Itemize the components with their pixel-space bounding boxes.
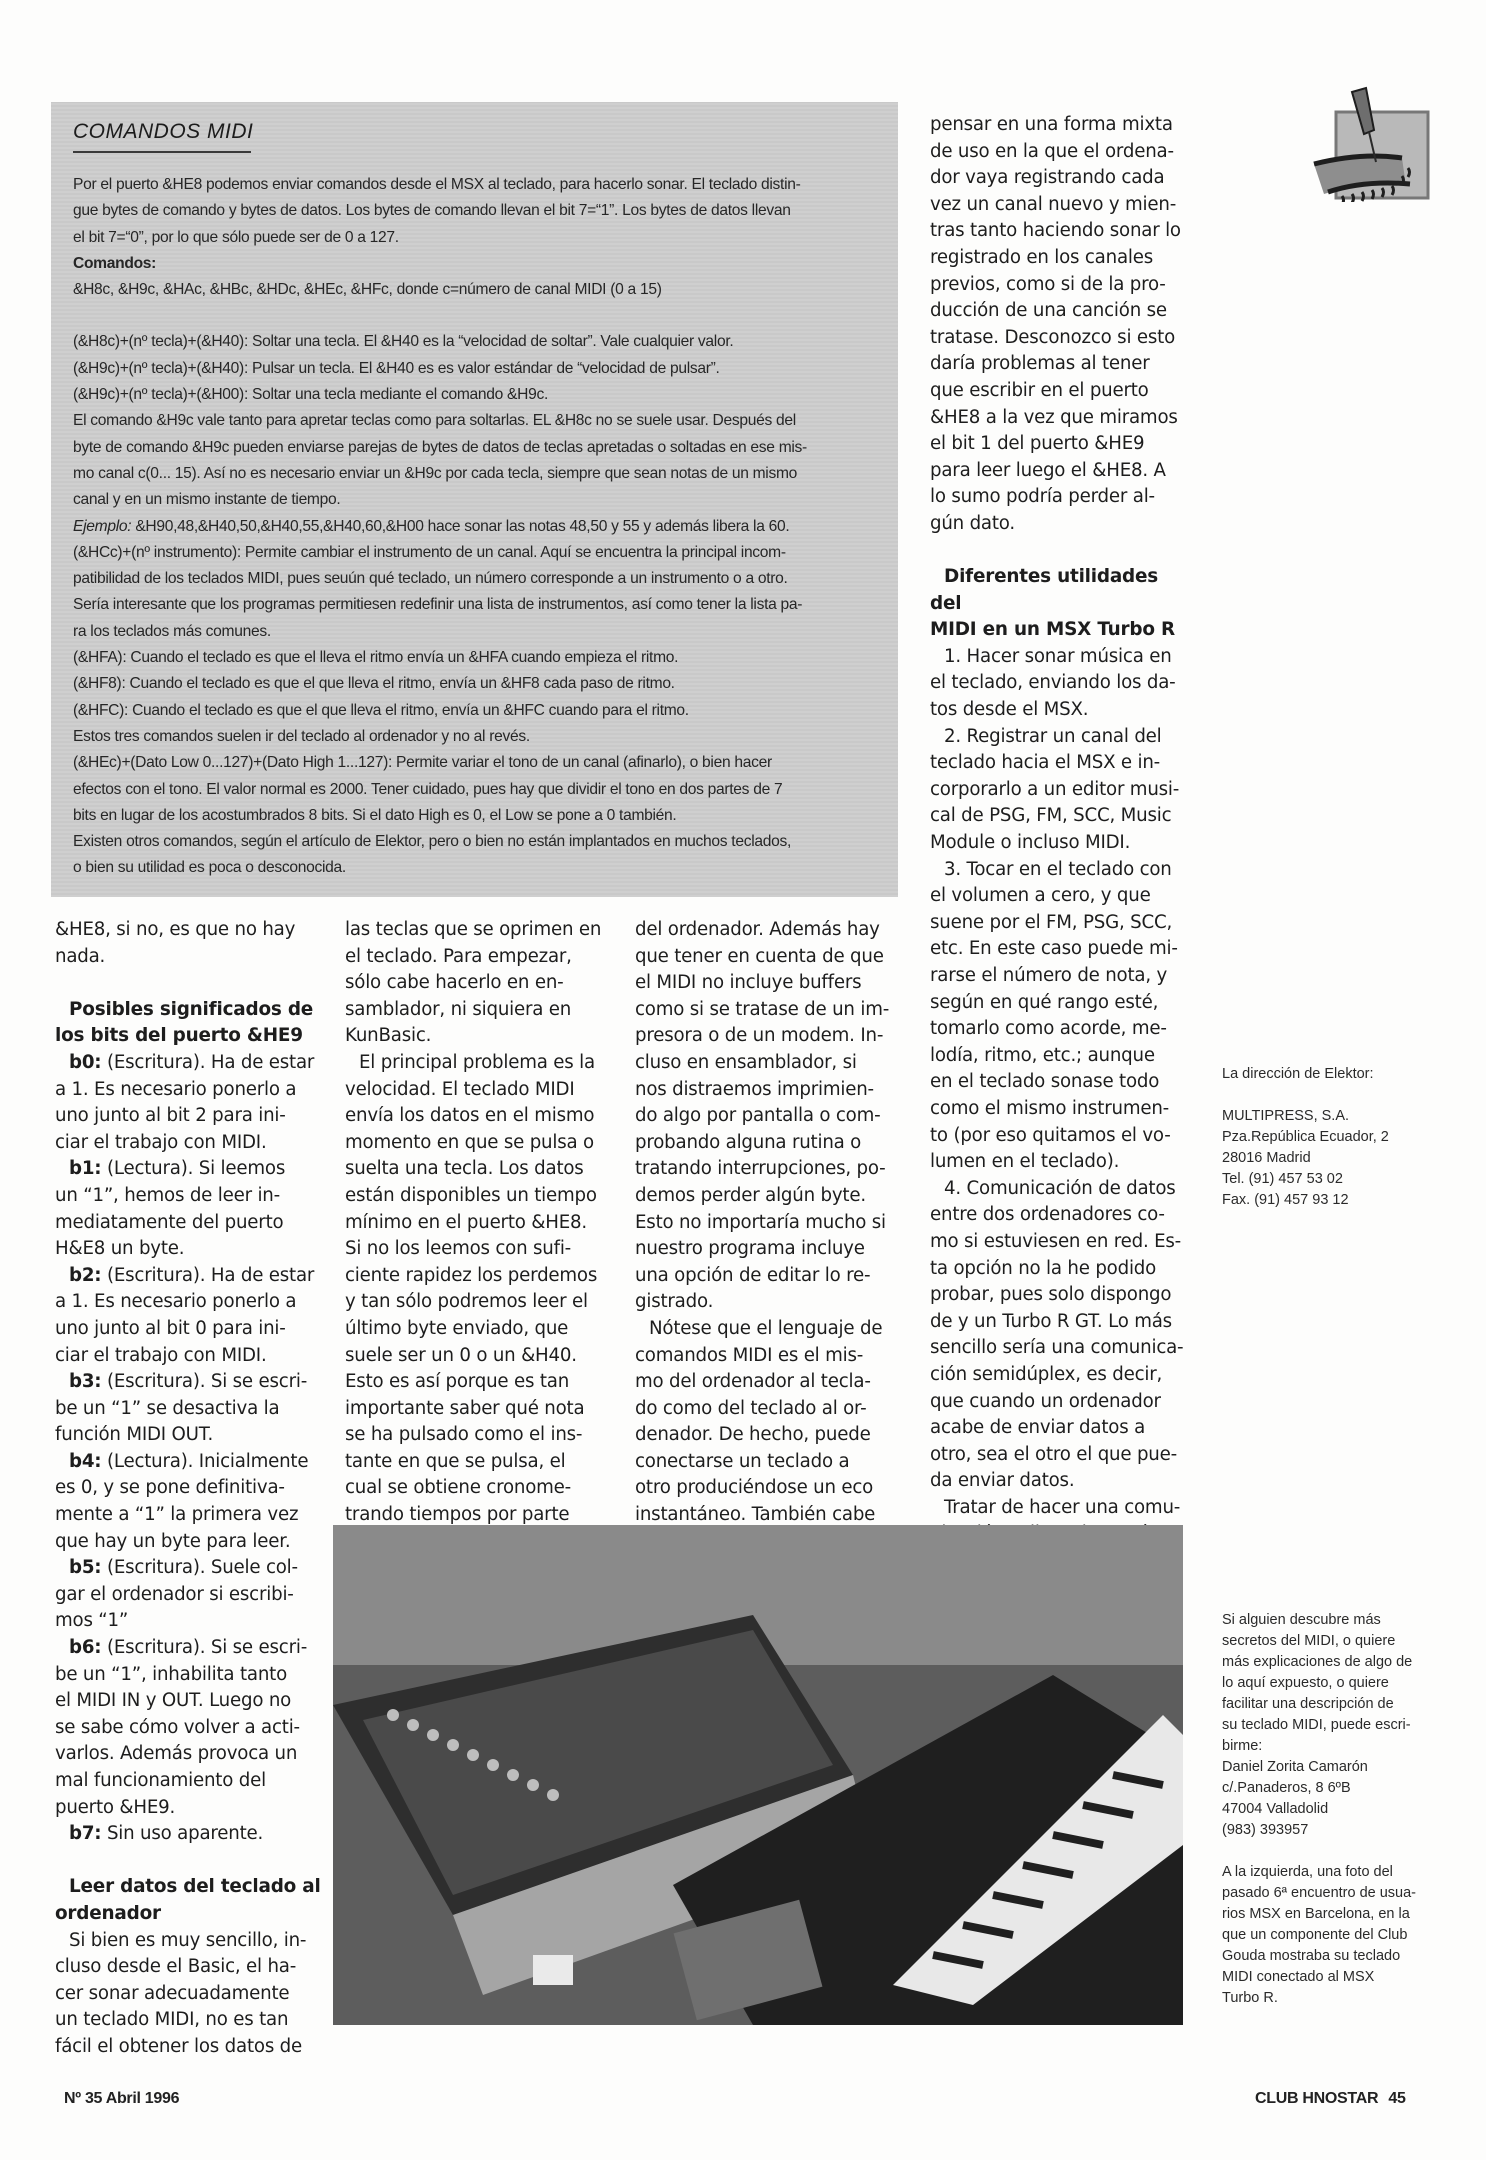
text-line: mal funcionamiento del — [55, 1770, 266, 1791]
example-line — [73, 514, 888, 540]
note-line: birme: — [1222, 1738, 1263, 1754]
text-line: samblador, ni siquiera en — [345, 998, 572, 1020]
spacer — [55, 1848, 330, 1875]
column-2 — [345, 917, 620, 1529]
text-line: ción semidúplex, es decir, — [930, 1363, 1163, 1385]
text-line: envía los datos en el mismo — [345, 1105, 595, 1127]
text-line: sólo cabe hacerlo en en- — [345, 972, 564, 994]
caption-line: Gouda mostraba su teclado — [1222, 1948, 1401, 1964]
chip-soldering-icon — [1302, 82, 1432, 202]
box-line: byte de comando &H9c pueden enviarse parejas de bytes de datos de teclas apretadas o soltadas en ese mis- — [73, 438, 807, 456]
text-line: tomarlo como acorde, me- — [930, 1018, 1167, 1040]
box-line: El comando &H9c vale tanto para apretar teclas como para soltarlas. EL &H8c no se suele usar. Después del — [73, 412, 796, 430]
note-line: su teclado MIDI, puede escri- — [1222, 1717, 1411, 1733]
text-line: el MIDI IN y OUT. Luego no — [55, 1690, 292, 1712]
text-line: registrado en los canales — [930, 246, 1154, 268]
section-heading: MIDI en un MSX Turbo R — [930, 619, 1175, 641]
bit-item — [55, 1156, 330, 1183]
bit-item — [55, 1555, 330, 1582]
address-line: Pza.República Ecuador, 2 — [1222, 1129, 1389, 1145]
bit-label: b1: — [69, 1158, 102, 1180]
address-line: Fax. (91) 457 93 12 — [1222, 1192, 1349, 1208]
spacer — [1222, 1841, 1472, 1862]
list-item: 4. Comunicación de datos — [944, 1177, 1176, 1199]
text-line: lumen en el teclado). — [930, 1151, 1120, 1173]
text-line: presora o de un modem. In- — [635, 1025, 884, 1047]
text-line: gún dato. — [930, 512, 1015, 534]
text-line: Nótese que el lenguaje de — [649, 1317, 883, 1339]
text-line: nuestro programa incluye — [635, 1238, 865, 1260]
text-line: que hay un byte para leer. — [55, 1530, 291, 1552]
note-line: Si alguien descubre más — [1222, 1612, 1381, 1628]
text-line: cer sonar adecuadamente — [55, 1982, 290, 2004]
note-line: (983) 393957 — [1222, 1822, 1309, 1838]
note-line: c/.Panaderos, 8 6ºB — [1222, 1780, 1351, 1796]
text-line: ta opción no la he podido — [930, 1257, 1157, 1279]
text-line: tos desde el MSX. — [930, 699, 1089, 721]
text-line: da enviar datos. — [930, 1470, 1075, 1492]
text-line: cal de PSG, FM, SCC, Music — [930, 805, 1172, 827]
text-line: pensar en una forma mixta — [930, 114, 1173, 135]
example-label: Ejemplo: — [73, 517, 132, 535]
caption-line: que un componente del Club — [1222, 1927, 1408, 1943]
box-line: bits en lugar de los acostumbrados 8 bits. Si el dato High es 0, el Low se pone a 0 también. — [73, 806, 677, 824]
note-line: Daniel Zorita Camarón — [1222, 1759, 1368, 1775]
box-line: Existen otros comandos, según el artículo de Elektor, pero o bien no están implantados en muchos teclados, — [73, 833, 792, 851]
box-line: canal y en un mismo instante de tiempo. — [73, 491, 341, 509]
text-line: mo del ordenador al tecla- — [635, 1371, 871, 1393]
text-line: daría problemas al tener — [930, 353, 1150, 375]
example-text: &H90,48,&H40,50,&H40,55,&H40,60,&H00 hace sonar las notas 48,50 y 55 y además libera la 60. — [131, 517, 790, 535]
text-line: ciar el trabajo con MIDI. — [55, 1344, 267, 1366]
footer-issue: Nº 35 Abril 1996 — [64, 2090, 180, 2107]
text-line: que cuando un ordenador — [930, 1390, 1161, 1412]
text-line: velocidad. El teclado MIDI — [345, 1078, 575, 1100]
bit-label: b0: — [69, 1051, 102, 1073]
text-line: suele ser un 0 o un &H40. — [345, 1344, 577, 1366]
text-line: &HE8, si no, es que no hay — [55, 919, 296, 940]
text-line: las teclas que se oprimen en — [345, 919, 602, 940]
text-line: de y un Turbo R GT. Lo más — [930, 1310, 1172, 1332]
spacer — [930, 538, 1195, 565]
text-line: y tan sólo podremos leer el — [345, 1291, 588, 1313]
text-line: a 1. Es necesario ponerlo a — [55, 1078, 297, 1100]
text-line: teclado hacia el MSX e in- — [930, 752, 1161, 774]
text-line: ciar el trabajo con MIDI. — [55, 1131, 267, 1153]
magazine-name: CLUB HNOSTAR — [1255, 2090, 1379, 2107]
text-line: que tener en cuenta de que — [635, 945, 884, 967]
text-line: lo sumo podría perder al- — [930, 486, 1155, 508]
bit-text: (Escritura). Si se escri- — [101, 1371, 308, 1393]
bit-item — [55, 1449, 330, 1476]
text-line: sencillo sería una comunica- — [930, 1337, 1184, 1359]
text-line: Esto es así porque es tan — [345, 1371, 570, 1393]
text-line: trando tiempos por parte — [345, 1504, 570, 1526]
text-line: H&E8 un byte. — [55, 1238, 185, 1260]
box-line: (&HF8): Cuando el teclado es que el que lleva el ritmo, envía un &HF8 cada paso de ritmo. — [73, 675, 675, 693]
text-line: es 0, y se pone definitiva- — [55, 1477, 285, 1499]
text-line: a 1. Es necesario ponerlo a — [55, 1291, 297, 1313]
bit-text: (Escritura). Ha de estar — [101, 1051, 315, 1073]
text-line: denador. De hecho, puede — [635, 1424, 871, 1446]
text-line: uno junto al bit 2 para ini- — [55, 1105, 286, 1127]
text-line: importante saber qué nota — [345, 1397, 585, 1419]
text-line: tras tanto haciendo sonar lo — [930, 220, 1181, 242]
text-line: Si no los leemos con sufi- — [345, 1238, 572, 1260]
text-line: el MIDI no incluye buffers — [635, 972, 862, 994]
box-line: patibilidad de los teclados MIDI, pues seuún qué teclado, un número corresponde a un instrumento o a otro. — [73, 570, 788, 588]
text-line: etc. En este caso puede mi- — [930, 938, 1178, 960]
text-line: mínimo en el puerto &HE8. — [345, 1211, 587, 1233]
text-line: puerto &HE9. — [55, 1796, 176, 1818]
text-line: cual se obtiene cronome- — [345, 1477, 572, 1499]
bit-text: (Lectura). Si leemos — [101, 1158, 286, 1180]
text-line: del ordenador. Además hay — [635, 919, 880, 940]
box-line: Por el puerto &HE8 podemos enviar comandos desde el MSX al teclado, para hacerlo sonar. El teclado distin- — [73, 176, 801, 193]
box-line: (&HEc)+(Dato Low 0...127)+(Dato High 1...127): Permite variar el tono de un canal (afinarlo), o bien hacer — [73, 754, 772, 772]
bit-text: (Escritura). Si se escri- — [101, 1637, 308, 1659]
text-line: mo si estuviesen en red. Es- — [930, 1230, 1182, 1252]
text-line: se sabe cómo volver a acti- — [55, 1716, 300, 1738]
text-line: demos perder algún byte. — [635, 1184, 866, 1206]
text-line: el teclado. Para empezar, — [345, 945, 572, 967]
note-line: 47004 Valladolid — [1222, 1801, 1329, 1817]
elektor-address-note — [1222, 1064, 1472, 1211]
box-line: (&HFA): Cuando el teclado es que el lleva el ritmo envía un &HFA cuando empieza el ritmo. — [73, 649, 679, 667]
text-line: ducción de una canción se — [930, 300, 1167, 322]
text-line: se ha pulsado como el ins- — [345, 1424, 583, 1446]
text-line: de uso en la que el ordena- — [930, 140, 1174, 162]
list-item: 1. Hacer sonar música en — [944, 645, 1172, 667]
section-heading: ordenador — [55, 1902, 161, 1924]
text-line: tratando interrupciones, po- — [635, 1158, 886, 1180]
text-line: tratase. Desconozco si esto — [930, 326, 1175, 348]
text-line: acabe de enviar datos a — [930, 1417, 1146, 1439]
text-line: KunBasic. — [345, 1025, 432, 1047]
right-column — [930, 112, 1195, 1575]
text-line: rarse el número de nota, y — [930, 965, 1168, 986]
caption-line: A la izquierda, una foto del — [1222, 1864, 1393, 1880]
text-line: gistrado. — [635, 1291, 714, 1313]
text-line: están disponibles un tiempo — [345, 1184, 597, 1206]
bit-label: b4: — [69, 1450, 102, 1472]
box-line: efectos con el tono. El valor normal es 2000. Tener cuidado, pues hay que dividir el tono en dos partes de 7 — [73, 780, 783, 798]
box-line: mo canal c(0... 15). Así no es necesario enviar un &H9c por cada tecla, siempre que sean notas de un mismo — [73, 464, 798, 482]
box-body — [73, 172, 888, 882]
text-line: cluso desde el Basic, el ha- — [55, 1956, 297, 1978]
bit-text: (Escritura). Ha de estar — [101, 1264, 315, 1286]
bit-item — [55, 1263, 330, 1290]
section-heading: los bits del puerto &HE9 — [55, 1025, 303, 1047]
page-number: 45 — [1388, 2090, 1406, 2107]
text-line: gar el ordenador si escribi- — [55, 1583, 294, 1605]
text-line: un teclado MIDI, no es tan — [55, 2009, 289, 2031]
bit-item — [55, 1369, 330, 1396]
text-line: una opción de editar lo re- — [635, 1264, 871, 1286]
text-line: dor vaya registrando cada — [930, 167, 1165, 189]
box-line: (&H9c)+(nº tecla)+(&H00): Soltar una tecla mediante el comando &H9c. — [73, 386, 548, 404]
bit-text: (Escritura). Suele col- — [101, 1557, 298, 1579]
bit-text: (Lectura). Inicialmente — [101, 1450, 309, 1472]
text-line: uno junto al bit 0 para ini- — [55, 1317, 286, 1339]
text-line: otro produciéndose un eco — [635, 1477, 874, 1499]
note-line: más explicaciones de algo de — [1222, 1654, 1413, 1670]
text-line: según en qué rango esté, — [930, 991, 1159, 1013]
text-line: como si se tratase de un im- — [635, 998, 890, 1020]
photo-mixer-keyboard — [333, 1525, 1183, 2025]
caption-line: pasado 6ª encuentro de usua- — [1222, 1885, 1417, 1901]
title-underline — [73, 151, 251, 153]
box-line: (&HFC): Cuando el teclado es que el que lleva el ritmo, envía un &HFC cuando para el ritmo. — [73, 701, 689, 719]
text-line: comandos MIDI es el mis- — [635, 1344, 864, 1366]
text-line: fácil el obtener los datos de — [55, 2035, 303, 2057]
text-line: be un “1”, inhabilita tanto — [55, 1663, 288, 1685]
box-line: (&HCc)+(nº instrumento): Permite cambiar el instrumento de un canal. Aquí se encuentra la principal incom- — [73, 543, 786, 561]
text-line: lodía, ritmo, etc.; aunque — [930, 1044, 1155, 1066]
spacer — [73, 303, 888, 329]
spacer — [1222, 1085, 1472, 1106]
text-line: be un “1” se desactiva la — [55, 1397, 280, 1419]
text-line: previos, como si de la pro- — [930, 273, 1166, 295]
box-line: (&H9c)+(nº tecla)+(&H40): Pulsar un tecla. El &H40 es es valor estándar de “velocidad de pulsar”. — [73, 359, 720, 377]
text-line: do algo por pantalla o com- — [635, 1105, 881, 1127]
box-line: gue bytes de comando y bytes de datos. Los bytes de comando llevan el bit 7=“1”. Los bytes de datos llevan — [73, 202, 791, 220]
bit-label: b2: — [69, 1264, 102, 1286]
commands-sidebar-box — [51, 102, 898, 897]
bit-text: Sin uso aparente. — [101, 1823, 264, 1845]
text-line: el volumen a cero, y que — [930, 885, 1151, 907]
bit-item — [55, 1821, 330, 1848]
note-line: secretos del MIDI, o quiere — [1222, 1633, 1396, 1649]
bit-item — [55, 1050, 330, 1077]
text-line: Si bien es muy sencillo, in- — [69, 1929, 307, 1951]
commands-list: &H8c, &H9c, &HAc, &HBc, &HDc, &HEc, &HFc, donde c=número de canal MIDI (0 a 15) — [73, 281, 662, 299]
text-line: el teclado, enviando los da- — [930, 672, 1176, 694]
box-title: COMANDOS MIDI — [73, 120, 254, 143]
text-line: mediatamente del puerto — [55, 1211, 284, 1233]
text-line: momento en que se pulsa o — [345, 1131, 594, 1153]
bit-item — [55, 1635, 330, 1662]
note-line: facilitar una descripción de — [1222, 1696, 1394, 1712]
text-line: un “1”, hemos de leer in- — [55, 1184, 280, 1206]
footer-magazine — [1255, 2090, 1406, 2108]
text-line: cluso en ensamblador, si — [635, 1051, 857, 1073]
text-line: mente a “1” la primera vez — [55, 1504, 299, 1526]
address-line: 28016 Madrid — [1222, 1150, 1311, 1166]
box-line: Sería interesante que los programas permitiesen redefinir una lista de instrumentos, así como tener la lista pa- — [73, 596, 803, 614]
text-line: &HE8 a la vez que miramos — [930, 406, 1178, 428]
text-line: suelta una tecla. Los datos — [345, 1158, 584, 1180]
text-line: para leer luego el &HE8. A — [930, 459, 1166, 481]
bit-label: b3: — [69, 1371, 102, 1393]
text-line: que escribir en el puerto — [930, 379, 1149, 401]
text-line: ciente rapidez los perdemos — [345, 1264, 598, 1286]
box-line: (&H8c)+(nº tecla)+(&H40): Soltar una tecla. El &H40 es la “velocidad de soltar”. Vale cualquier valor. — [73, 333, 734, 351]
text-line: el bit 1 del puerto &HE9 — [930, 433, 1145, 455]
box-line: el bit 7=“0”, por lo que sólo puede ser de 0 a 127. — [73, 228, 399, 246]
caption-line: MIDI conectado al MSX — [1222, 1969, 1375, 1985]
section-heading: Leer datos del teclado al — [69, 1876, 321, 1898]
text-line: función MIDI OUT. — [55, 1424, 214, 1446]
text-line: nada. — [55, 945, 106, 967]
spacer — [55, 970, 330, 997]
box-line: Estos tres comandos suelen ir del teclado al ordenador y no al revés. — [73, 727, 530, 745]
commands-label: Comandos: — [73, 254, 157, 272]
text-line: nos distraemos imprimien- — [635, 1078, 874, 1100]
text-line: entre dos ordenadores co- — [930, 1204, 1165, 1226]
caption-line: rios MSX en Barcelona, en la — [1222, 1906, 1410, 1922]
text-line: último byte enviado, que — [345, 1317, 569, 1339]
text-line: Module o incluso MIDI. — [930, 832, 1131, 854]
section-heading: Posibles significados de — [69, 998, 314, 1020]
text-line: do como del teclado al or- — [635, 1397, 867, 1419]
bit-label: b6: — [69, 1637, 102, 1659]
address-line: Tel. (91) 457 53 02 — [1222, 1171, 1343, 1187]
text-line: instantáneo. También cabe — [635, 1504, 876, 1526]
text-line: conectarse un teclado a — [635, 1450, 850, 1472]
column-3 — [635, 917, 910, 1529]
text-line: suene por el FM, PSG, SCC, — [930, 911, 1173, 933]
note-line: lo aquí expuesto, o quiere — [1222, 1675, 1389, 1691]
text-line: en el teclado sonase todo — [930, 1071, 1160, 1093]
bit-label: b5: — [69, 1557, 102, 1579]
text-line: probando alguna rutina o — [635, 1131, 862, 1153]
address-line: MULTIPRESS, S.A. — [1222, 1108, 1350, 1124]
text-line: probar, pues solo dispongo — [930, 1284, 1172, 1306]
list-item: 3. Tocar en el teclado con — [944, 858, 1172, 880]
text-line: otro, sea el otro el que pue- — [930, 1443, 1177, 1465]
column-1 — [55, 917, 330, 2061]
text-line: vez un canal nuevo y mien- — [930, 193, 1177, 215]
text-line: Esto no importaría mucho si — [635, 1211, 886, 1233]
section-heading: Diferentes utilidades del — [930, 566, 1159, 614]
box-line: o bien su utilidad es poca o desconocida. — [73, 859, 346, 877]
note-label: La dirección de Elektor: — [1222, 1066, 1374, 1082]
text-line: como el mismo instrumen- — [930, 1097, 1170, 1119]
text-line: mos “1” — [55, 1610, 129, 1632]
text-line: corporarlo a un editor musi- — [930, 778, 1180, 800]
box-line: ra los teclados más comunes. — [73, 622, 271, 640]
text-line: varlos. Además provoca un — [55, 1743, 298, 1765]
text-line: Tratar de hacer una comu- — [944, 1496, 1181, 1518]
text-line: to (por eso quitamos el vo- — [930, 1124, 1171, 1146]
text-line: tante en que se pulsa, el — [345, 1450, 566, 1472]
caption-line: Turbo R. — [1222, 1990, 1278, 2006]
bit-label: b7: — [69, 1823, 102, 1845]
author-note — [1222, 1610, 1472, 2009]
list-item: 2. Registrar un canal del — [944, 725, 1162, 747]
text-line: El principal problema es la — [359, 1051, 595, 1073]
